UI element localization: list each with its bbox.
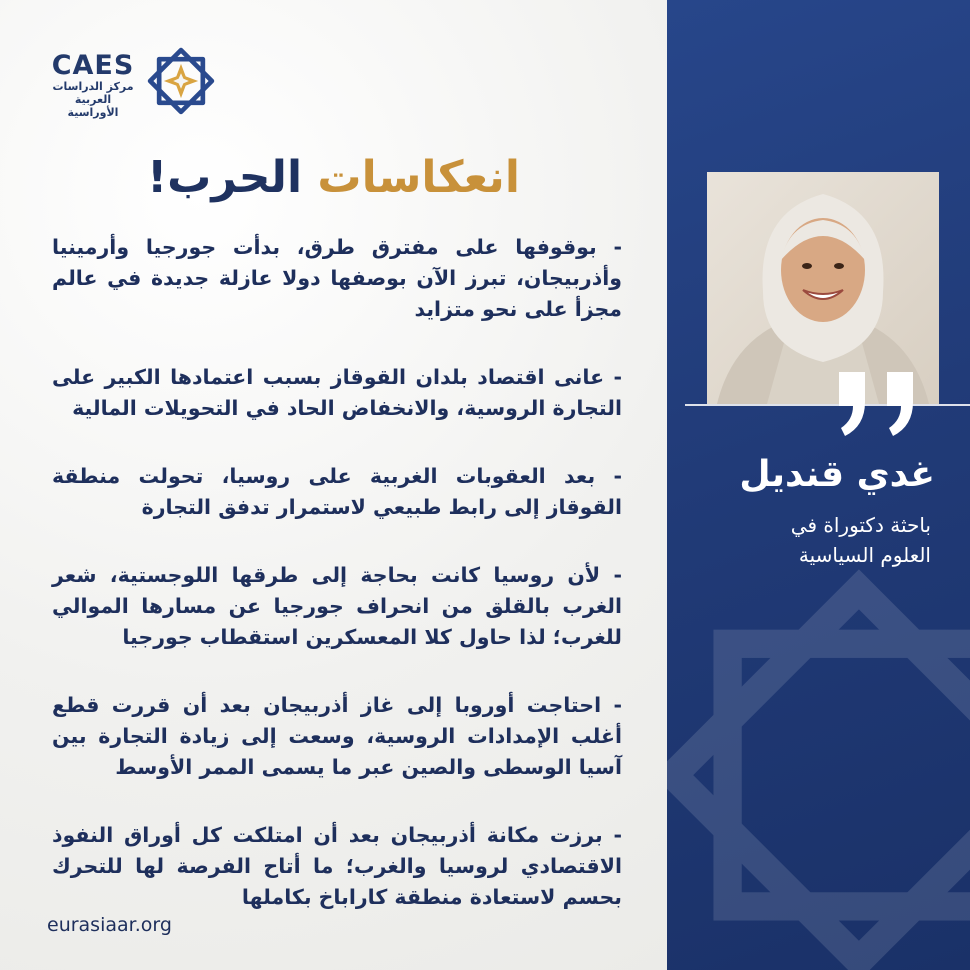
bullet-item-5: - احتاجت أوروبا إلى غاز أذربيجان بعد أن قررت قطع أغلب الإمدادات الروسية، وسعت إلى زيادة التجارة بين آسيا الوسطى والصين عبر ما يسمى الممر الأوسط: [52, 693, 622, 779]
logo-name-line1: مركز الدراسات: [52, 80, 134, 93]
bullet-list: [52, 232, 622, 950]
quote-mark-icon: [829, 364, 929, 444]
author-role-line1: باحثة دكتوراة في: [790, 513, 931, 537]
logo-text: [50, 52, 136, 119]
author-name: غدي قنديل: [739, 454, 935, 495]
title-part1: انعكاسات: [317, 152, 520, 203]
website-link[interactable]: eurasiaar.org: [47, 914, 172, 936]
title-part2: الحرب!: [147, 152, 303, 203]
bullet-item-1: - بوقوفها على مفترق طرق، بدأت جورجيا وأرمينيا وأذربيجان، تبرز الآن بوصفها دولا عازلة جديدة في عالم مجزأ على نحو متزايد: [52, 235, 622, 321]
logo-name-line2: العربية الأوراسية: [67, 93, 119, 119]
author-panel: [667, 0, 970, 970]
bullet-item-6: - برزت مكانة أذربيجان بعد أن امتلكت كل أوراق النفوذ الاقتصادي لروسيا والغرب؛ ما أتاح الفرصة لها للتحرك بحسم لاستعادة منطقة كاراباخ بكاملها: [52, 823, 622, 909]
background-star-pattern: [667, 560, 970, 970]
eight-point-star-icon: [142, 42, 220, 120]
author-role: [667, 510, 931, 570]
bullet-item-2: - عانى اقتصاد بلدان القوقاز بسبب اعتمادها الكبير على التجارة الروسية، والانخفاض الحاد في التحويلات المالية: [52, 365, 622, 420]
author-role-line2: العلوم السياسية: [798, 543, 931, 567]
logo-abbr: CAES: [51, 50, 135, 81]
caes-logo: [50, 42, 230, 122]
bullet-item-4: - لأن روسيا كانت بحاجة إلى طرقها اللوجستية، شعر الغرب بالقلق من انحراف جورجيا عن مسارها الموالي للغرب؛ لذا حاول كلا المعسكرين استقطاب جورجيا: [52, 563, 622, 649]
bullet-item-3: - بعد العقوبات الغربية على روسيا، تحولت منطقة القوقاز إلى رابط طبيعي لاستمرار تدفق التجارة: [52, 464, 622, 519]
page-title: [0, 150, 667, 206]
